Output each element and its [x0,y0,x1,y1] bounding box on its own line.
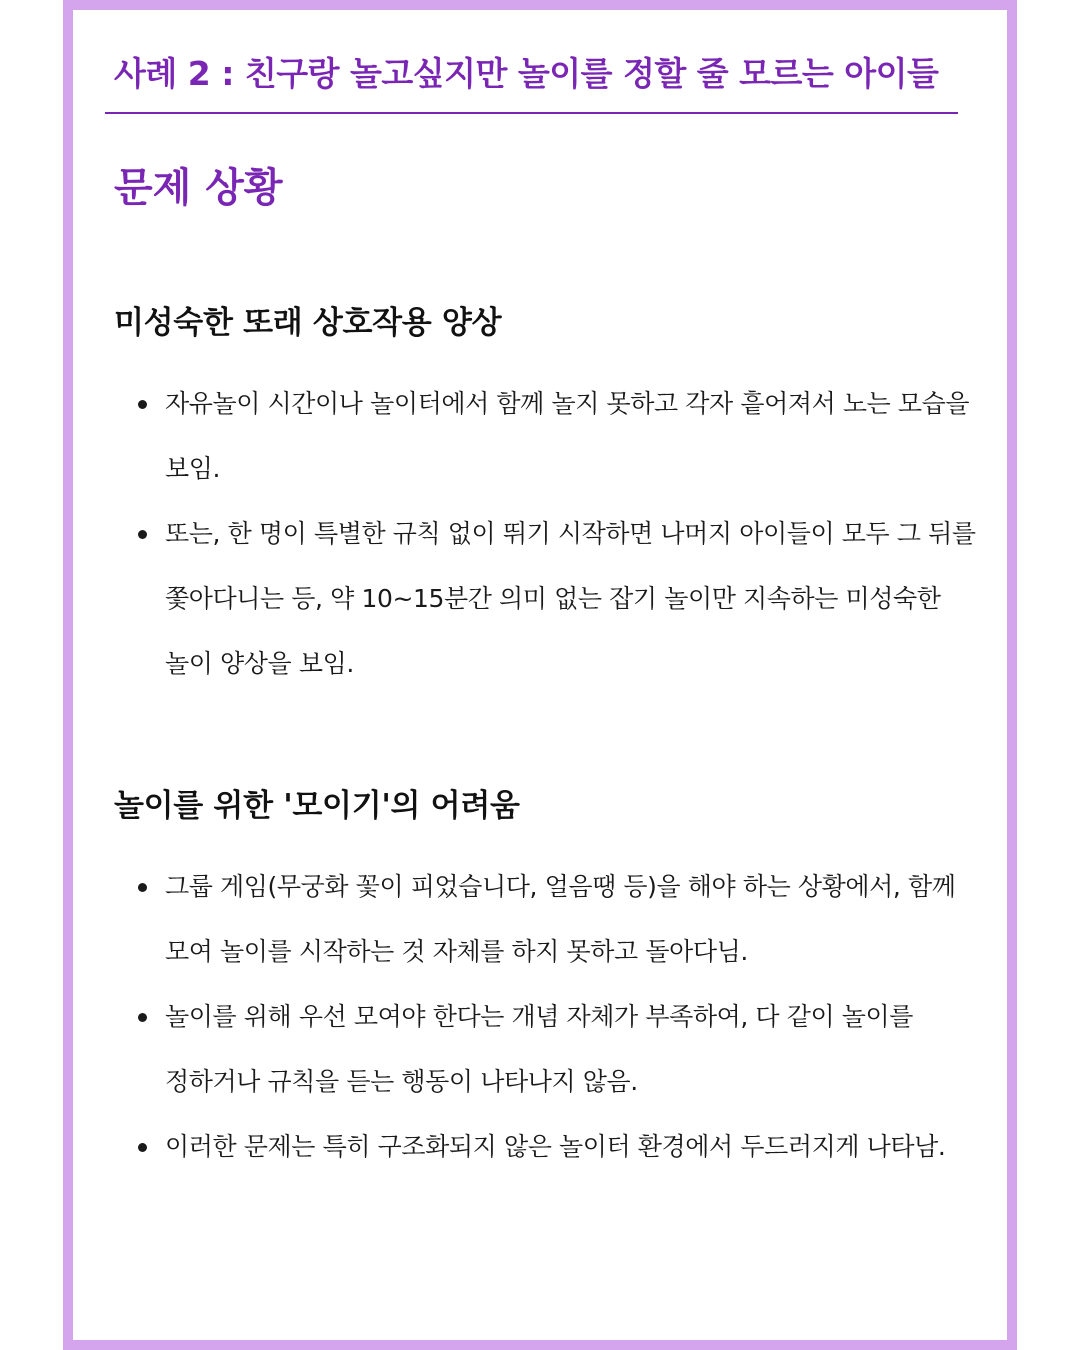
list-item [114,984,984,1114]
bullet-icon [138,1013,147,1022]
case-title: 사례 2 : 친구랑 놀고싶지만 놀이를 정할 줄 모르는 아이들 [114,54,939,93]
list-item-text: 놀이를 위해 우선 모여야 한다는 개념 자체가 부족하여, 다 같이 놀이를 정하거나 규칙을 듣는 행동이 나타나지 않음. [165,1002,914,1096]
list-item [114,371,984,501]
list-item [114,1114,984,1179]
bullet-list [114,371,984,696]
subsection-heading: 놀이를 위한 '모이기'의 어려움 [114,788,520,824]
list-item-text: 또는, 한 명이 특별한 규칙 없이 뛰기 시작하면 나머지 아이들이 모두 그 뒤를 쫓아다니는 등, 약 10~15분간 의미 없는 잡기 놀이만 지속하는 미성숙한 놀이 양상을 보임. [165,519,976,678]
subsection-heading: 미성숙한 또래 상호작용 양상 [114,305,502,341]
list-item-text: 자유놀이 시간이나 놀이터에서 함께 놀지 못하고 각자 흩어져서 노는 모습을 보임. [165,389,970,483]
bullet-icon [138,530,147,539]
bullet-icon [138,400,147,409]
list-item-text: 그룹 게임(무궁화 꽃이 피었습니다, 얼음땡 등)을 해야 하는 상황에서, 함께 모여 놀이를 시작하는 것 자체를 하지 못하고 돌아다님. [165,872,956,966]
subsection-gathering-difficulty [114,786,984,1179]
list-item [114,854,984,984]
title-divider [105,112,958,114]
section-title: 문제 상황 [114,165,283,211]
bullet-icon [138,1143,147,1152]
bullet-icon [138,883,147,892]
subsection-peer-interaction [114,303,984,696]
bullet-list [114,854,984,1179]
list-item-text: 이러한 문제는 특히 구조화되지 않은 놀이터 환경에서 두드러지게 나타남. [165,1132,946,1161]
list-item [114,501,984,696]
